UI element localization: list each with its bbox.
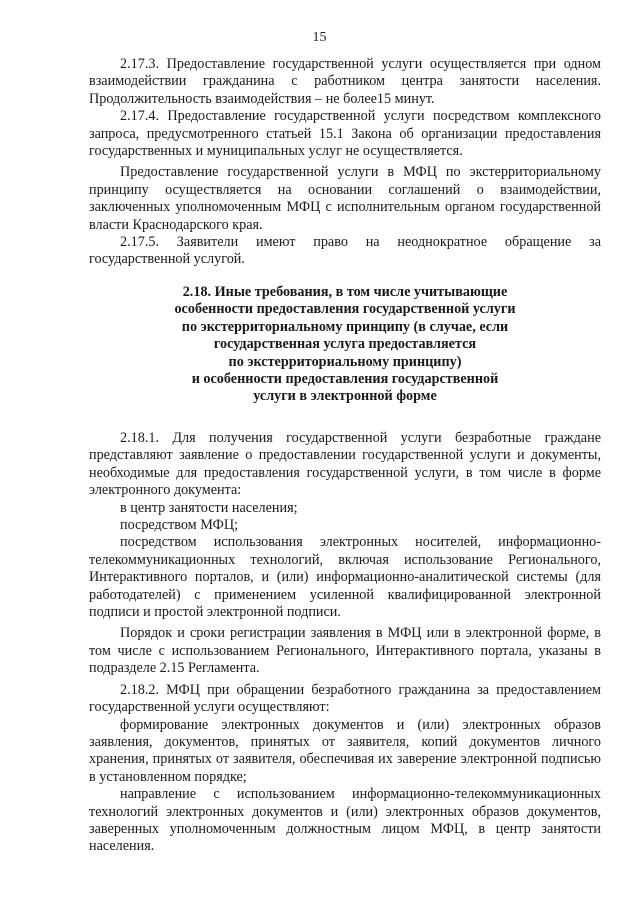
paragraph-2-18-1: 2.18.1. Для получения государственной услуги безработные граждане представляют заявление о предоставлении государственной услуги и документы, необходимые для предоставления государственной услуги, в том числе в форме электронного документа: (89, 430, 601, 499)
heading-line: по экстерриториальному принципу) (228, 353, 462, 370)
section-heading-2-18 (89, 284, 601, 406)
heading-line: услуги в электронной форме (253, 388, 437, 405)
paragraph-2-17-3: 2.17.3. Предоставление государственной услуги осуществляется при одном взаимодействии гражданина с работником центра занятости населения. Продолжительность взаимодействия – не более15 минут. (89, 56, 601, 107)
list-item-forming-documents: формирование электронных документов и (или) электронных образов заявления, документов, принятых от заявителя, копий документов личного хранения, принятых от заявителя, обеспечивая их заверение электронной подписью в установленном порядке; (89, 716, 601, 785)
heading-line: особенности предоставления государственной услуги (174, 301, 516, 318)
list-item-employment-center: в центр занятости населения; (120, 499, 298, 516)
heading-line: по экстерриториальному принципу (в случае, если (181, 318, 509, 335)
section-2-17-text (89, 56, 601, 269)
list-item-sending-documents: направление с использованием информационно-телекоммуникационных технологий электронных документов и (или) электронных образов документов, заверенных уполномоченным должностным лицом МФЦ, в центр занятости населения. (89, 786, 601, 855)
heading-line: и особенности предоставления государственной (191, 371, 499, 388)
paragraph-2-17-5: 2.17.5. Заявители имеют право на неоднократное обращение за государственной услугой. (89, 234, 601, 268)
list-item-electronic: посредством использования электронных носителей, информационно-телекоммуникационных технологий, включая использование Регионального, Интерактивного порталов, и (или) информационно-аналитической системы (для работодателей) с применением усиленной квалифицированной электронной подписи и простой электронной подписи. (89, 534, 601, 621)
list-item-mfc: посредством МФЦ; (120, 517, 239, 534)
paragraph-2-17-4: 2.17.4. Предоставление государственной услуги посредством комплексного запроса, предусмотренного статьей 15.1 Закона об организации предоставления государственных и муниципальных услуг не осуществляется. (89, 108, 601, 160)
paragraph-2-18-2: 2.18.2. МФЦ при обращении безработного гражданина за предоставлением государственной услуги осуществляют: (89, 681, 601, 716)
paragraph-registration-order: Порядок и сроки регистрации заявления в МФЦ или в электронной форме, в том числе с использованием Регионального, Интерактивного портала, указаны в подразделе 2.15 Регламента. (89, 625, 601, 677)
section-2-18-text (89, 430, 601, 856)
heading-line: 2.18. Иные требования, в том числе учитывающие (182, 284, 508, 300)
paragraph-mfc-exterritorial: Предоставление государственной услуги в МФЦ по экстерриториальному принципу осуществляется на основании соглашений о взаимодействии, заключенных уполномоченным МФЦ с исполнительным органом государственной власти Краснодарского края. (89, 164, 601, 233)
page-number: 15 (312, 30, 327, 45)
heading-line: государственная услуга предоставляется (213, 336, 477, 353)
